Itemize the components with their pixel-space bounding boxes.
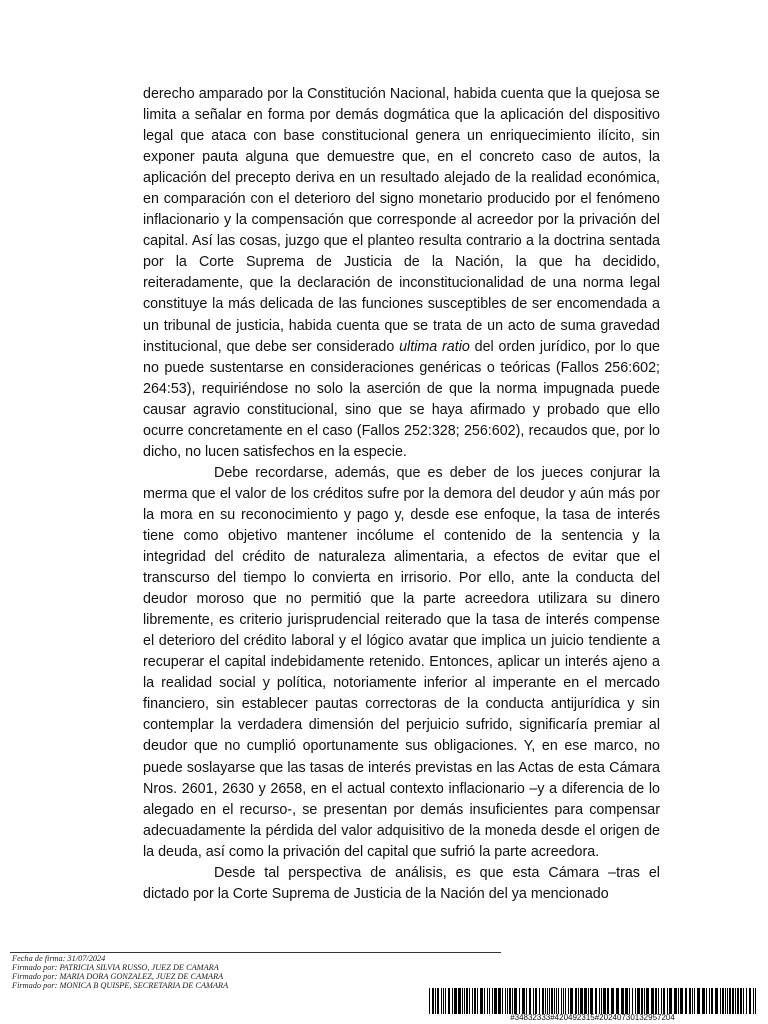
barcode-bar — [462, 988, 463, 1014]
barcode-bar — [711, 988, 713, 1014]
barcode-bar — [629, 988, 630, 1014]
barcode-bar — [580, 988, 583, 1014]
barcode-bar — [509, 988, 511, 1014]
barcode-bar — [663, 988, 665, 1014]
barcode-bar — [651, 988, 654, 1014]
barcode-bar — [505, 988, 506, 1014]
barcode-bar — [477, 988, 478, 1014]
barcode-bar — [448, 988, 450, 1014]
paragraph-text: Desde tal perspectiva de análisis, es que esta Cámara –tras el dictado por la Corte Suprema de Justicia de la Nación del ya mencionado — [143, 864, 660, 902]
paragraph-text: del orden jurídico, por lo que no puede sustentarse en consideraciones genéricas o teóricas (Fallos 256:602; 264:53), requiriéndose no solo la aserción de que la norma impugnada puede causar agravio constitucional, sino que se haya afirmado y probado que ello ocurre concretamente en el caso (Fallos 252:328; 256:602), recaudos que, por lo dicho, no lucen satisfechos en la especie. — [143, 338, 660, 460]
barcode-bar — [722, 988, 724, 1014]
barcode-bar — [641, 988, 643, 1014]
barcode-bar — [689, 988, 691, 1014]
barcode-bar — [729, 988, 731, 1014]
barcode-number: #34832333#420492315#20240730132957204 — [510, 1013, 675, 1022]
barcode-bar — [545, 988, 546, 1014]
barcode-bar — [489, 988, 490, 1014]
paragraph-text: Debe recordarse, además, que es deber de los jueces conjurar la merma que el valor de los créditos sufre por la demora del deudor y aún más por la mora en su reconocimiento y pago y, desde ese enfoque, la tasa de interés tiene como objetivo mantener incólume el contenido de la sentencia y la integridad del crédito de naturaleza alimentaria, a efectos de evitar que el transcurso del tiempo lo convierta en irrisorio. Por ello, ante la conducta del deudor moroso que no permitió que la parte acreedora utilizara su dinero libremente, es criterio jurisprudencial reiterado que la tasa de interés compense el deterioro del crédito laboral y el lógico avatar que implica un juicio tendiente a recuperar el capital indebidamente retenido. Entonces, aplicar un interés ajeno a la realidad social y política, notoriamente inferior al imperante en el mercado financiero, sin establecer pautas correctoras de la conducta antijurídica y sin contemplar la verdadera dimensión del perjuicio sufrido, significaría premiar al deudor que no cumplió oportunamente sus obligaciones. Y, en ese marco, no puede soslayarse que las tasas de interés previstas en las Actas de esta Cámara Nros. 2601, 2630 y 2658, en el actual contexto inflacionario –y a diferencia de lo alegado en el recurso-, se presentan por demás insuficientes para compensar adecuadamente la pérdida del valor adquisitivo de la moneda desde el origen de la deuda, así como la privación del capital que sufrió la parte acreedora. — [143, 464, 660, 860]
barcode-bar — [568, 988, 569, 1014]
barcode-bar — [578, 988, 579, 1014]
barcode-bar — [565, 988, 566, 1014]
barcode-bar — [561, 988, 562, 1014]
barcode-bar — [441, 988, 442, 1014]
barcode-bar — [556, 988, 557, 1014]
paragraph-text: derecho amparado por la Constitución Nacional, habida cuenta que la quejosa se limita a señalar en forma por demás dogmática que la aplicación del dispositivo legal que ataca con base constitucional genera un enriquecimiento ilícito, sin exponer pauta alguna que demuestre que, en el concreto caso de autos, la aplicación del precepto deriva en un resultado alejado de la realidad económica, en comparación con el deterioro del signo monetario producido por el fenómeno inflacionario y la compensación que corresponde al acreedor por la privación del capital. Así las cosas, juzgo que el planteo resulta contrario a la doctrina sentada por la Corte Suprema de Justicia de la Nación, la que ha decidido, reiteradamente, que la declaración de inconstitucionalidad de una norma legal constituye la más delicada de las funciones susceptibles de ser encomendada a un tribunal de justicia, habida cuenta que se trata de un acto de suma gravedad institucional, que debe ser considerado — [143, 86, 660, 355]
italic-text: ultima ratio — [399, 338, 470, 355]
barcode-bar — [554, 988, 555, 1014]
barcode-bar — [512, 988, 513, 1014]
barcode-bar — [432, 988, 434, 1014]
barcode-bar — [484, 988, 485, 1014]
barcode-bar — [469, 988, 470, 1014]
barcode-bar — [743, 988, 744, 1014]
document-body — [143, 84, 660, 905]
barcode-bar — [692, 988, 693, 1014]
barcode-bar — [737, 988, 739, 1014]
barcode-bar — [575, 988, 577, 1014]
barcode-bar — [437, 988, 439, 1014]
barcode-bar — [735, 988, 736, 1014]
signature-block — [12, 954, 412, 990]
barcode-bar — [529, 988, 531, 1014]
barcode-bar — [429, 988, 430, 1014]
body-paragraph — [143, 84, 660, 463]
barcode-bar — [727, 988, 728, 1014]
barcode-bar — [498, 988, 501, 1014]
barcode-bar — [694, 988, 695, 1014]
barcode-bar — [667, 988, 668, 1014]
barcode-bar — [599, 988, 600, 1014]
barcode-bar — [526, 988, 527, 1014]
barcode-bar — [715, 988, 718, 1014]
barcode-bar — [611, 988, 614, 1014]
barcode-bar — [445, 988, 446, 1014]
barcode-bar — [472, 988, 473, 1014]
barcode-bar — [558, 988, 559, 1014]
barcode-bar — [616, 988, 619, 1014]
barcode-bar — [661, 988, 662, 1014]
barcode-bar — [535, 988, 537, 1014]
barcode-bar — [474, 988, 476, 1014]
barcode-bar — [720, 988, 721, 1014]
body-paragraph — [143, 863, 660, 905]
barcode-bar — [655, 988, 657, 1014]
barcode-bar — [732, 988, 734, 1014]
barcode-bar — [632, 988, 633, 1014]
barcode-bar — [755, 988, 756, 1014]
barcode-bar — [542, 988, 544, 1014]
signature-line-2: Firmado por: MARIA DORA GONZALEZ, JUEZ DE CAMARA — [12, 972, 224, 981]
barcode-bar — [658, 988, 659, 1014]
barcode-bar — [635, 988, 636, 1014]
barcode-bar — [644, 988, 645, 1014]
barcode-bar — [669, 988, 672, 1014]
barcode-bar — [603, 988, 606, 1014]
barcode-bar — [522, 988, 525, 1014]
barcode-bar — [646, 988, 649, 1014]
signature-line-1: Firmado por: PATRICIA SILVIA RUSSO, JUEZ DE CAMARA — [12, 963, 219, 972]
barcode-bar — [563, 988, 564, 1014]
barcode-bar — [601, 988, 602, 1014]
barcode — [428, 988, 757, 1022]
signature-date: Fecha de firma: 31/07/2024 — [12, 954, 106, 963]
barcode-bar — [678, 988, 679, 1014]
signature-line-3: Firmado por: MONICA B QUISPE, SECRETARIA DE CAMARA — [12, 981, 229, 990]
barcode-bar — [480, 988, 483, 1014]
barcode-bar — [466, 988, 468, 1014]
barcode-bar — [519, 988, 520, 1014]
barcode-bar — [507, 988, 508, 1014]
barcode-bar — [680, 988, 683, 1014]
barcode-bar — [697, 988, 700, 1014]
barcode-bar — [746, 988, 747, 1014]
signature-divider — [10, 952, 501, 953]
barcode-bar — [570, 988, 573, 1014]
barcode-bar — [637, 988, 640, 1014]
barcode-bar — [621, 988, 624, 1014]
barcode-bar — [749, 988, 751, 1014]
barcode-bar — [502, 988, 503, 1014]
barcode-graphic — [428, 988, 757, 1014]
barcode-bar — [533, 988, 534, 1014]
barcode-bar — [584, 988, 587, 1014]
barcode-bar — [435, 988, 436, 1014]
barcode-bar — [487, 988, 488, 1014]
barcode-bar — [588, 988, 589, 1014]
barcode-bar — [625, 988, 628, 1014]
barcode-bar — [549, 988, 550, 1014]
barcode-bar — [458, 988, 461, 1014]
barcode-bar — [740, 988, 742, 1014]
barcode-bar — [539, 988, 540, 1014]
barcode-bar — [443, 988, 444, 1014]
barcode-bar — [590, 988, 593, 1014]
barcode-bar — [452, 988, 453, 1014]
barcode-bar — [464, 988, 465, 1014]
barcode-bar — [706, 988, 707, 1014]
barcode-bar — [725, 988, 726, 1014]
barcode-bar — [753, 988, 754, 1014]
barcode-bar — [674, 988, 677, 1014]
barcode-bar — [595, 988, 597, 1014]
barcode-bar — [607, 988, 609, 1014]
barcode-bar — [454, 988, 457, 1014]
barcode-bar — [709, 988, 710, 1014]
barcode-bar — [551, 988, 553, 1014]
barcode-bar — [547, 988, 548, 1014]
body-paragraph — [143, 463, 660, 863]
barcode-bar — [702, 988, 705, 1014]
barcode-bar — [492, 988, 493, 1014]
barcode-bar — [494, 988, 497, 1014]
barcode-bar — [685, 988, 687, 1014]
barcode-bar — [514, 988, 517, 1014]
